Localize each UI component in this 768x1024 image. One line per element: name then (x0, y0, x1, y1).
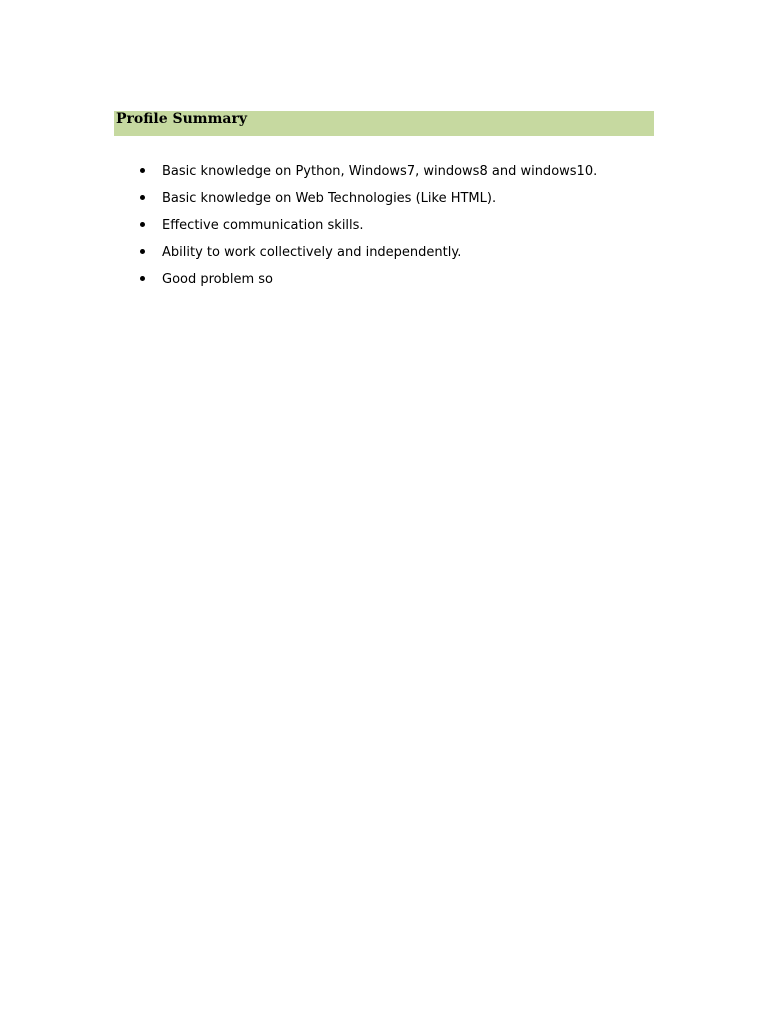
list-item (136, 189, 656, 216)
list-item (136, 270, 656, 297)
bullet-icon (140, 249, 145, 254)
profile-summary-heading (114, 111, 654, 136)
profile-summary-list (136, 162, 656, 297)
section-title: Profile Summary (116, 111, 248, 127)
list-item (136, 243, 656, 270)
list-item (136, 216, 656, 243)
bullet-icon (140, 276, 145, 281)
bullet-icon (140, 168, 145, 173)
list-item-text: Good problem so (162, 272, 274, 287)
list-item-text: Basic knowledge on Python, Windows7, windows8 and windows10. (162, 164, 598, 179)
list-item-text: Ability to work collectively and independently. (162, 245, 462, 260)
bullet-icon (140, 195, 145, 200)
list-item-text: Basic knowledge on Web Technologies (Like HTML). (162, 191, 497, 206)
list-item-text: Effective communication skills. (162, 218, 364, 233)
bullet-icon (140, 222, 145, 227)
list-item (136, 162, 656, 189)
